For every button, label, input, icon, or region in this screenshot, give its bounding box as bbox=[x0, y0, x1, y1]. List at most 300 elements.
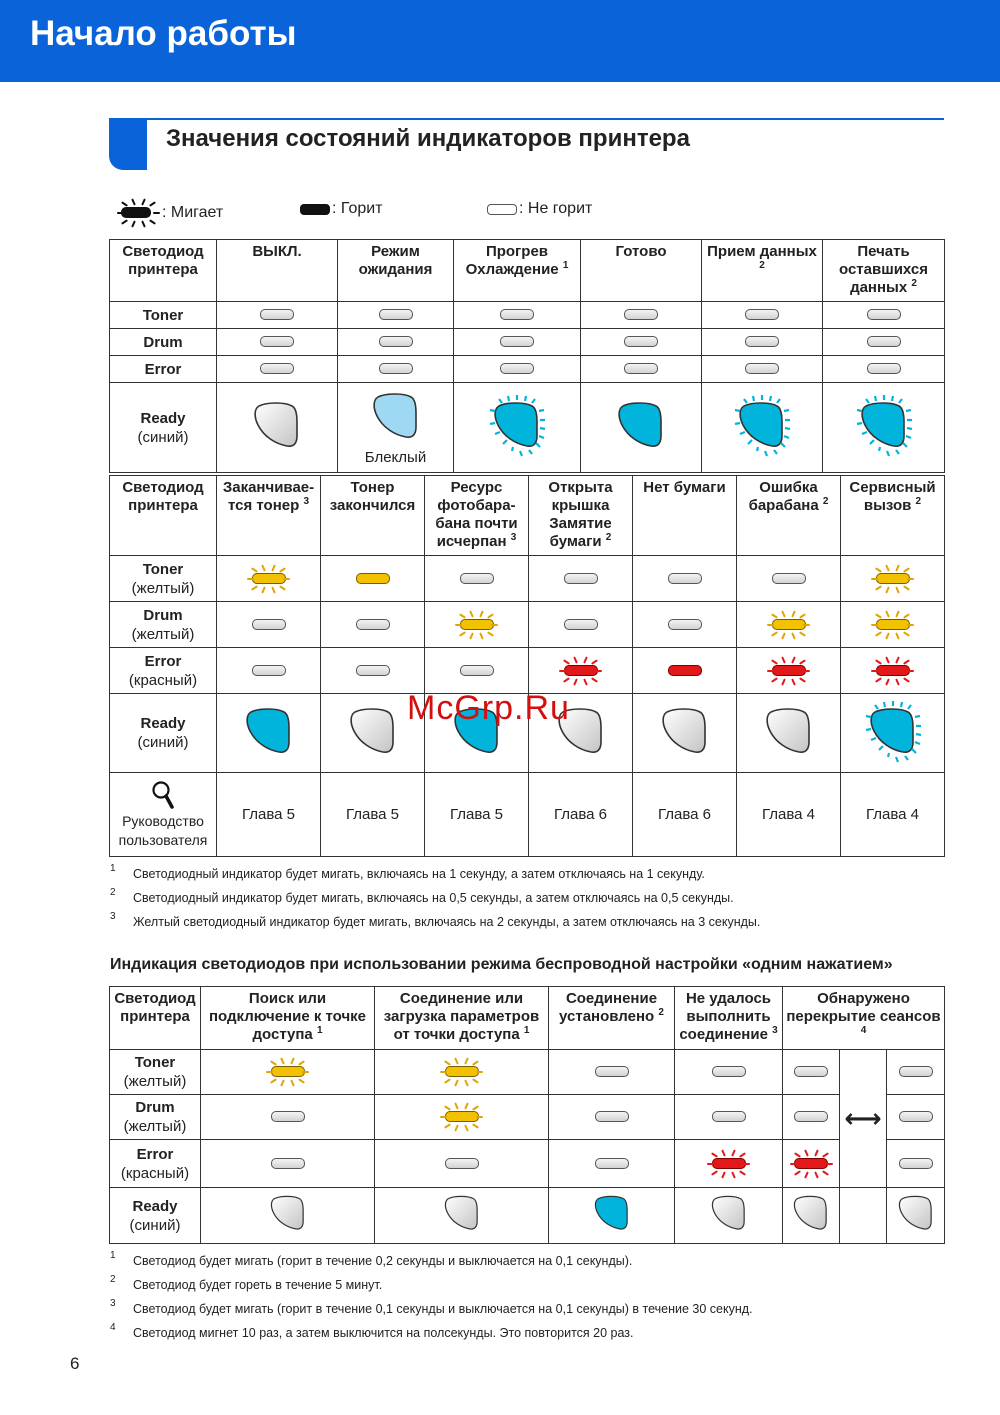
light-ray bbox=[479, 610, 484, 617]
led-cell bbox=[675, 1140, 783, 1188]
led-off-icon bbox=[867, 309, 901, 320]
light-ray bbox=[907, 578, 914, 580]
led-cell bbox=[702, 329, 823, 356]
light-ray bbox=[283, 578, 290, 580]
table-row bbox=[110, 1188, 945, 1244]
column-header bbox=[338, 240, 454, 302]
page-header-title: Начало работы bbox=[30, 14, 297, 53]
led-off-icon bbox=[745, 336, 779, 347]
light-ray bbox=[251, 585, 258, 590]
led-off-icon bbox=[460, 665, 494, 676]
led-off-icon bbox=[379, 336, 413, 347]
column-header-label: Нет бумаги bbox=[643, 479, 726, 496]
light-ray bbox=[121, 201, 128, 206]
light-ray bbox=[790, 1163, 797, 1165]
legend-off-label: : Не горит bbox=[519, 200, 593, 217]
led-cell bbox=[675, 1188, 783, 1244]
light-ray bbox=[444, 1105, 451, 1110]
light-ray bbox=[721, 1171, 726, 1178]
led-cell bbox=[841, 648, 945, 694]
ready-led-off-icon bbox=[754, 698, 824, 764]
row-label-error bbox=[110, 648, 217, 694]
light-ray bbox=[794, 1152, 801, 1157]
column-header bbox=[841, 476, 945, 556]
table-row bbox=[110, 1140, 945, 1188]
led-off-icon bbox=[624, 336, 658, 347]
light-ray bbox=[885, 656, 890, 663]
light-ray bbox=[444, 1078, 451, 1083]
light-ray bbox=[503, 440, 507, 444]
led-cell bbox=[201, 1095, 375, 1140]
row-label-name: Error bbox=[136, 1145, 174, 1163]
column-header bbox=[201, 987, 375, 1050]
led-off-icon bbox=[668, 619, 702, 630]
light-ray bbox=[903, 631, 910, 636]
on-led-icon bbox=[300, 204, 330, 215]
light-ray bbox=[491, 624, 498, 626]
footnote-text: Светодиод будет мигать (горит в течение 0,1 секунды и выключается на 0,1 секунды) в течение 30 секунд. bbox=[133, 1302, 753, 1316]
led-cell bbox=[201, 1050, 375, 1095]
led-yellow-blink-icon bbox=[767, 612, 811, 638]
column-header-label: ВЫКЛ. bbox=[252, 243, 302, 260]
led-off-icon bbox=[252, 619, 286, 630]
light-ray bbox=[735, 410, 740, 411]
light-ray bbox=[464, 1057, 469, 1064]
ready-led-shape bbox=[271, 1196, 303, 1229]
led-cell bbox=[783, 1188, 840, 1244]
led-off-icon bbox=[564, 573, 598, 584]
guide-row bbox=[110, 773, 945, 857]
light-ray bbox=[804, 1149, 809, 1156]
column-header bbox=[375, 987, 549, 1050]
ready-led-shape bbox=[862, 403, 904, 446]
table-row bbox=[110, 648, 945, 694]
light-ray bbox=[261, 586, 266, 593]
row-label-name: Error bbox=[144, 360, 182, 378]
light-ray bbox=[469, 610, 474, 617]
light-ray bbox=[875, 613, 882, 618]
light-ray bbox=[472, 1060, 479, 1065]
light-ray bbox=[885, 610, 890, 617]
light-ray bbox=[822, 1170, 829, 1175]
led-off-icon bbox=[712, 1066, 746, 1077]
row-label-name: Drum bbox=[143, 606, 183, 624]
row-label-ready bbox=[110, 694, 217, 773]
column-header-footnote-ref: 1 bbox=[562, 260, 569, 271]
footnote-text: Светодиод мигнет 10 раз, а затем выключится на полсекунды. Это повторится 20 раз. bbox=[133, 1326, 634, 1340]
light-ray bbox=[563, 659, 570, 664]
ready-led-shape bbox=[351, 709, 393, 752]
column-header-footnote-ref: 2 bbox=[911, 278, 917, 289]
light-ray bbox=[781, 443, 785, 447]
light-ray bbox=[490, 423, 495, 424]
ready-led-off-icon bbox=[261, 1188, 315, 1238]
light-ray bbox=[799, 659, 806, 664]
light-ray bbox=[472, 1123, 479, 1128]
light-ray bbox=[735, 423, 740, 424]
chapter-reference: Глава 6 bbox=[529, 773, 633, 857]
light-ray bbox=[866, 729, 871, 730]
light-ray bbox=[532, 399, 535, 403]
led-cell bbox=[375, 1188, 549, 1244]
led-body bbox=[712, 1158, 746, 1169]
light-ray bbox=[875, 396, 876, 401]
light-ray bbox=[454, 1124, 459, 1131]
column-header-label: Режим ожидания bbox=[358, 243, 433, 278]
led-body bbox=[876, 619, 910, 630]
led-cell bbox=[887, 1188, 945, 1244]
footnote-number: 1 bbox=[110, 1250, 116, 1261]
light-ray bbox=[270, 1060, 277, 1065]
light-ray bbox=[487, 613, 494, 618]
light-ray bbox=[912, 749, 916, 753]
led-yellow-blink-icon bbox=[871, 612, 915, 638]
light-ray bbox=[781, 610, 786, 617]
column-header-footnote-ref: 4 bbox=[860, 1025, 867, 1036]
column-header-label: Не удалось выполнить соединение bbox=[679, 990, 772, 1043]
blink-led-icon bbox=[116, 200, 160, 226]
ready-led-shape bbox=[247, 709, 289, 752]
ready-led-off-icon bbox=[784, 1188, 838, 1238]
led-cell bbox=[338, 329, 454, 356]
led-cell bbox=[841, 694, 945, 773]
section-rule bbox=[147, 118, 944, 120]
led-cell bbox=[454, 356, 581, 383]
ready-led-off-icon bbox=[650, 698, 720, 764]
section-marker bbox=[109, 118, 147, 170]
light-ray bbox=[454, 1079, 459, 1086]
light-ray bbox=[454, 1057, 459, 1064]
legend-on bbox=[300, 200, 383, 218]
led-yellow-blink-icon bbox=[440, 1059, 484, 1085]
led-cell bbox=[425, 648, 529, 694]
ready-led-on-icon bbox=[606, 392, 676, 458]
led-off-icon bbox=[260, 363, 294, 374]
column-header bbox=[702, 240, 823, 302]
ready-led-shape bbox=[740, 403, 782, 446]
light-ray bbox=[804, 1171, 809, 1178]
light-ray bbox=[785, 428, 790, 429]
led-cell bbox=[737, 602, 841, 648]
row-label-color: (желтый) bbox=[131, 625, 195, 643]
ready-led-shape bbox=[871, 709, 913, 752]
light-ray bbox=[903, 585, 910, 590]
light-ray bbox=[908, 705, 911, 709]
wireless-status-table bbox=[109, 986, 945, 1244]
light-ray bbox=[791, 610, 796, 617]
led-cell bbox=[581, 356, 702, 383]
off-led-icon bbox=[487, 204, 517, 215]
light-ray bbox=[857, 410, 862, 411]
ready-led-shape bbox=[712, 1196, 744, 1229]
light-ray bbox=[495, 432, 500, 434]
column-header bbox=[321, 476, 425, 556]
legend-off bbox=[487, 200, 592, 218]
light-ray bbox=[791, 656, 796, 663]
light-ray bbox=[907, 624, 914, 626]
light-ray bbox=[743, 1163, 750, 1165]
light-ray bbox=[906, 410, 911, 411]
led-cell bbox=[675, 1050, 783, 1095]
led-cell bbox=[529, 602, 633, 648]
light-ray bbox=[740, 432, 745, 434]
led-cell bbox=[454, 302, 581, 329]
light-ray bbox=[875, 677, 882, 682]
led-off-icon bbox=[668, 573, 702, 584]
led-red-blink-icon bbox=[559, 658, 603, 684]
light-ray bbox=[871, 670, 878, 672]
led-cell bbox=[549, 1095, 675, 1140]
led-cell bbox=[841, 602, 945, 648]
light-ray bbox=[903, 659, 910, 664]
column-header bbox=[737, 476, 841, 556]
column-header-footnote-ref: 2 bbox=[658, 1007, 664, 1018]
ready-led-shape bbox=[619, 403, 661, 446]
watermark: McGrp.Ru bbox=[407, 689, 570, 727]
status-table-2 bbox=[109, 475, 945, 857]
led-cell bbox=[217, 302, 338, 329]
led-cell bbox=[887, 1095, 945, 1140]
light-ray bbox=[739, 1152, 746, 1157]
light-ray bbox=[765, 451, 767, 456]
light-ray bbox=[903, 613, 910, 618]
light-ray bbox=[857, 423, 862, 424]
ready-led-shape bbox=[767, 709, 809, 752]
led-cell bbox=[581, 383, 702, 473]
light-ray bbox=[899, 399, 902, 403]
footnote-number: 3 bbox=[110, 1298, 116, 1309]
column-header-footnote-ref: 2 bbox=[605, 532, 612, 543]
led-body bbox=[772, 619, 806, 630]
led-body bbox=[876, 573, 910, 584]
row-label-color: (желтый) bbox=[131, 579, 195, 597]
led-off-icon bbox=[445, 1158, 479, 1169]
led-off-icon bbox=[712, 1111, 746, 1122]
light-ray bbox=[591, 677, 598, 682]
led-cell bbox=[375, 1095, 549, 1140]
light-ray bbox=[525, 396, 526, 401]
light-ray bbox=[476, 1071, 483, 1073]
light-ray bbox=[573, 656, 578, 663]
table-row bbox=[110, 556, 945, 602]
light-ray bbox=[803, 670, 810, 672]
led-off-icon bbox=[260, 309, 294, 320]
led-off-icon bbox=[595, 1066, 629, 1077]
light-ray bbox=[508, 396, 509, 401]
ready-led-on-icon bbox=[585, 1188, 639, 1238]
light-ray bbox=[247, 578, 254, 580]
light-ray bbox=[261, 564, 266, 571]
column-header-footnote-ref: 3 bbox=[303, 496, 310, 507]
row-label-drum bbox=[110, 602, 217, 648]
light-ray bbox=[903, 443, 907, 447]
led-cell bbox=[217, 383, 338, 473]
light-ray bbox=[563, 677, 570, 682]
column-header-label: Сервисный вызов bbox=[849, 479, 936, 514]
led-cell bbox=[633, 648, 737, 694]
light-ray bbox=[721, 1149, 726, 1156]
light-ray bbox=[885, 586, 890, 593]
light-ray bbox=[885, 632, 890, 639]
row-label-ready bbox=[110, 1188, 201, 1244]
column-corner bbox=[110, 476, 217, 556]
row-label-name: Toner bbox=[134, 1054, 176, 1071]
led-off-icon bbox=[595, 1111, 629, 1122]
light-ray bbox=[499, 399, 502, 403]
row-label-color: (красный) bbox=[128, 671, 198, 689]
led-off-icon bbox=[271, 1111, 305, 1122]
light-ray bbox=[469, 632, 474, 639]
column-header-label: Обнаружено перекрытие сеансов bbox=[786, 990, 941, 1025]
row-label-color: (синий) bbox=[129, 1216, 181, 1234]
row-label-color: (желтый) bbox=[123, 1118, 187, 1135]
light-ray bbox=[573, 678, 578, 685]
led-off-icon bbox=[745, 309, 779, 320]
footnote-number: 2 bbox=[110, 887, 116, 898]
led-off-icon bbox=[899, 1158, 933, 1169]
led-off-icon bbox=[379, 363, 413, 374]
light-ray bbox=[512, 447, 513, 451]
row-label-color: (синий) bbox=[137, 734, 189, 751]
light-ray bbox=[771, 631, 778, 636]
light-ray bbox=[464, 1124, 469, 1131]
light-ray bbox=[455, 624, 462, 626]
led-cell bbox=[737, 556, 841, 602]
ready-led-shape bbox=[495, 403, 537, 446]
light-ray bbox=[539, 410, 544, 411]
legend-blink-label: : Мигает bbox=[162, 204, 224, 221]
alternating-cell bbox=[840, 1188, 887, 1244]
led-body bbox=[445, 1066, 479, 1077]
table-row bbox=[110, 302, 945, 329]
led-off-icon bbox=[271, 1158, 305, 1169]
ready-led-blink-icon bbox=[482, 392, 552, 458]
light-ray bbox=[711, 1152, 718, 1157]
led-cell bbox=[823, 383, 945, 473]
column-header-footnote-ref: 1 bbox=[316, 1025, 323, 1036]
ready-led-shape bbox=[794, 1196, 826, 1229]
light-ray bbox=[472, 1105, 479, 1110]
light-ray bbox=[141, 198, 146, 205]
light-ray bbox=[781, 656, 786, 663]
light-ray bbox=[459, 613, 466, 618]
led-cell bbox=[217, 556, 321, 602]
led-cell bbox=[201, 1188, 375, 1244]
row-label-toner bbox=[110, 302, 217, 329]
row-label-name: Ready bbox=[132, 1197, 178, 1215]
led-off-icon bbox=[794, 1111, 828, 1122]
alternate-arrow-icon: ⟷ bbox=[844, 1103, 882, 1133]
light-ray bbox=[875, 585, 882, 590]
light-ray bbox=[916, 734, 921, 735]
led-cell bbox=[549, 1050, 675, 1095]
light-ray bbox=[771, 613, 778, 618]
led-body bbox=[121, 207, 151, 218]
light-ray bbox=[875, 659, 882, 664]
led-cell bbox=[783, 1140, 840, 1188]
light-ray bbox=[871, 578, 878, 580]
light-ray bbox=[141, 220, 146, 227]
corner-label: Светодиод принтера bbox=[122, 479, 204, 514]
led-cell bbox=[783, 1095, 840, 1140]
light-ray bbox=[799, 631, 806, 636]
led-cell bbox=[217, 648, 321, 694]
light-ray bbox=[799, 677, 806, 682]
footnote-number: 3 bbox=[110, 911, 116, 922]
subsection-title: Индикация светодиодов при использовании режима беспроводной настройки «одним нажатием» bbox=[110, 956, 893, 973]
column-header-footnote-ref: 2 bbox=[915, 496, 922, 507]
ready-led-off-icon bbox=[889, 1188, 943, 1238]
led-cell bbox=[823, 356, 945, 383]
light-ray bbox=[875, 567, 882, 572]
light-ray bbox=[814, 1149, 819, 1156]
led-cell bbox=[633, 556, 737, 602]
light-ray bbox=[826, 1163, 833, 1165]
row-label-toner bbox=[110, 1050, 201, 1095]
led-cell bbox=[702, 302, 823, 329]
light-ray bbox=[892, 396, 893, 401]
magnifier-icon bbox=[151, 780, 175, 810]
light-ray bbox=[767, 670, 774, 672]
row-label-error bbox=[110, 356, 217, 383]
row-label-error bbox=[110, 1140, 201, 1188]
light-ray bbox=[440, 1071, 447, 1073]
chapter-reference: Глава 4 bbox=[737, 773, 841, 857]
column-header-footnote-ref: 3 bbox=[772, 1025, 778, 1036]
column-header-label: Ошибка барабана bbox=[748, 479, 819, 514]
column-header bbox=[823, 240, 945, 302]
led-red-blink-icon bbox=[767, 658, 811, 684]
led-cell bbox=[675, 1095, 783, 1140]
column-header bbox=[425, 476, 529, 556]
footnote-number: 4 bbox=[110, 1322, 116, 1333]
light-ray bbox=[875, 705, 878, 709]
light-ray bbox=[280, 1079, 285, 1086]
light-ray bbox=[251, 567, 258, 572]
light-ray bbox=[711, 1170, 718, 1175]
light-ray bbox=[444, 1060, 451, 1065]
light-ray bbox=[907, 428, 912, 429]
light-ray bbox=[302, 1071, 309, 1073]
led-cell bbox=[549, 1140, 675, 1188]
light-ray bbox=[794, 1170, 801, 1175]
light-ray bbox=[862, 432, 867, 434]
light-ray bbox=[895, 610, 900, 617]
led-cell bbox=[454, 383, 581, 473]
column-header bbox=[529, 476, 633, 556]
led-off-icon bbox=[460, 573, 494, 584]
row-label-drum bbox=[110, 329, 217, 356]
table-row bbox=[110, 383, 945, 473]
column-header bbox=[581, 240, 702, 302]
light-ray bbox=[814, 1171, 819, 1178]
light-ray bbox=[757, 447, 758, 451]
led-off-icon bbox=[379, 309, 413, 320]
corner-label: Светодиод принтера bbox=[122, 243, 204, 278]
footnote-text: Светодиодный индикатор будет мигать, включаясь на 0,5 секунды, а затем отключаясь на 0,5 секунды. bbox=[133, 891, 734, 905]
light-ray bbox=[875, 631, 882, 636]
column-header-label: Ресурс фотобара-бана почти исчерпан bbox=[435, 479, 518, 550]
led-cell bbox=[201, 1140, 375, 1188]
led-cell bbox=[338, 302, 454, 329]
light-ray bbox=[870, 440, 874, 444]
led-body bbox=[564, 665, 598, 676]
light-ray bbox=[707, 1163, 714, 1165]
led-cell bbox=[529, 556, 633, 602]
light-ray bbox=[895, 586, 900, 593]
light-ray bbox=[791, 632, 796, 639]
light-ray bbox=[149, 201, 156, 206]
